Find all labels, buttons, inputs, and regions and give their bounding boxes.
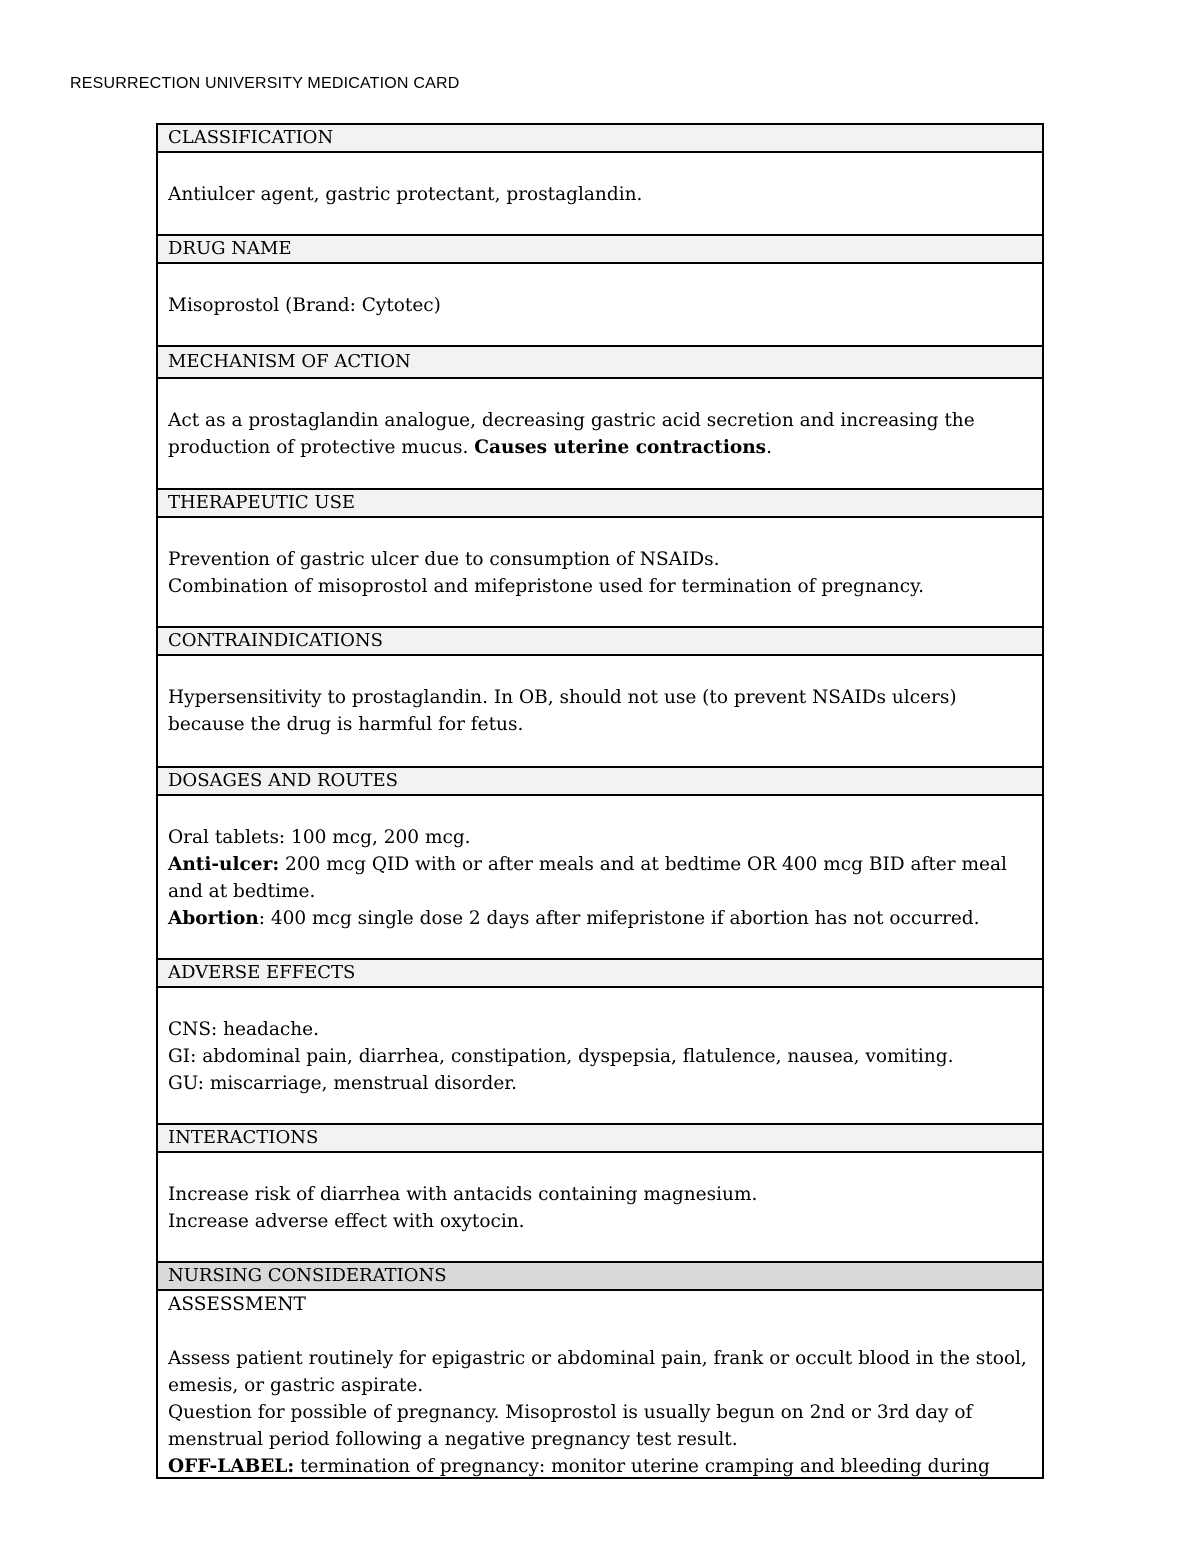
therapeutic-use-line: Combination of misoprostol and mifepristone used for termination of pregnancy. — [168, 576, 924, 597]
adverse-effects-header: ADVERSE EFFECTS — [158, 960, 1042, 988]
interactions-header: INTERACTIONS — [158, 1125, 1042, 1153]
dosages-header: DOSAGES AND ROUTES — [158, 768, 1042, 796]
medication-card — [156, 123, 1044, 1479]
dosages-antiulcer-line — [168, 851, 1032, 905]
document-title: RESURRECTION UNIVERSITY MEDICATION CARD — [70, 75, 460, 92]
mechanism-main-text: Act as a prostaglandin analogue, decreasing gastric acid secretion and increasing the production of protective mucus. — [168, 410, 975, 458]
classification-text: Antiulcer agent, gastric protectant, prostaglandin. — [168, 184, 643, 205]
off-label-line — [168, 1453, 1032, 1477]
mechanism-bold-text: Causes uterine contractions — [474, 437, 767, 458]
abortion-label: Abortion — [168, 908, 259, 929]
nursing-considerations-header: NURSING CONSIDERATIONS — [158, 1263, 1042, 1291]
therapeutic-use-section — [158, 518, 1042, 628]
nursing-considerations-section — [158, 1291, 1042, 1477]
interactions-line: Increase risk of diarrhea with antacids containing magnesium. — [168, 1184, 758, 1205]
therapeutic-use-header: THERAPEUTIC USE — [158, 490, 1042, 518]
off-label-text: termination of pregnancy: monitor uterine cramping and bleeding during — [300, 1456, 990, 1477]
adverse-effects-line: GI: abdominal pain, diarrhea, constipation, dyspepsia, flatulence, nausea, vomiting. — [168, 1046, 954, 1067]
drug-name-header: DRUG NAME — [158, 236, 1042, 264]
interactions-line: Increase adverse effect with oxytocin. — [168, 1211, 525, 1232]
antiulcer-label: Anti-ulcer: — [168, 854, 280, 875]
dosages-section — [158, 796, 1042, 960]
classification-header: CLASSIFICATION — [158, 125, 1042, 153]
dosages-abortion-line — [168, 905, 1032, 932]
contraindications-section — [158, 656, 1042, 768]
antiulcer-text: 200 mcg QID with or after meals and at bedtime OR 400 mcg BID after meal and at bedtime. — [168, 854, 1007, 902]
contraindications-header: CONTRAINDICATIONS — [158, 628, 1042, 656]
abortion-text: : 400 mcg single dose 2 days after mifepristone if abortion has not occurred. — [258, 908, 980, 929]
off-label-label: OFF-LABEL: — [168, 1456, 295, 1477]
contraindications-text: Hypersensitivity to prostaglandin. In OB, should not use (to prevent NSAIDs ulcers) because the drug is harmful for fetus. — [168, 687, 957, 735]
therapeutic-use-line: Prevention of gastric ulcer due to consumption of NSAIDs. — [168, 549, 720, 570]
mechanism-section — [158, 379, 1042, 490]
mechanism-end-text: . — [766, 437, 772, 458]
mechanism-header: MECHANISM OF ACTION — [158, 347, 1042, 379]
adverse-effects-line: CNS: headache. — [168, 1019, 319, 1040]
drug-name-text: Misoprostol (Brand: Cytotec) — [168, 295, 441, 316]
assessment-paragraph: Assess patient routinely for epigastric or abdominal pain, frank or occult blood in the stool, emesis, or gastric aspirate. — [168, 1348, 1027, 1396]
assessment-subheader: ASSESSMENT — [168, 1294, 306, 1315]
dosages-oral-line: Oral tablets: 100 mcg, 200 mcg. — [168, 827, 471, 848]
classification-section — [158, 153, 1042, 236]
mechanism-text — [168, 407, 1032, 461]
adverse-effects-line: GU: miscarriage, menstrual disorder. — [168, 1073, 517, 1094]
adverse-effects-section — [158, 988, 1042, 1125]
pregnancy-paragraph: Question for possible of pregnancy. Misoprostol is usually begun on 2nd or 3rd day of menstrual period following a negative pregnancy test result. — [168, 1402, 973, 1450]
interactions-section — [158, 1153, 1042, 1263]
drug-name-section — [158, 264, 1042, 347]
